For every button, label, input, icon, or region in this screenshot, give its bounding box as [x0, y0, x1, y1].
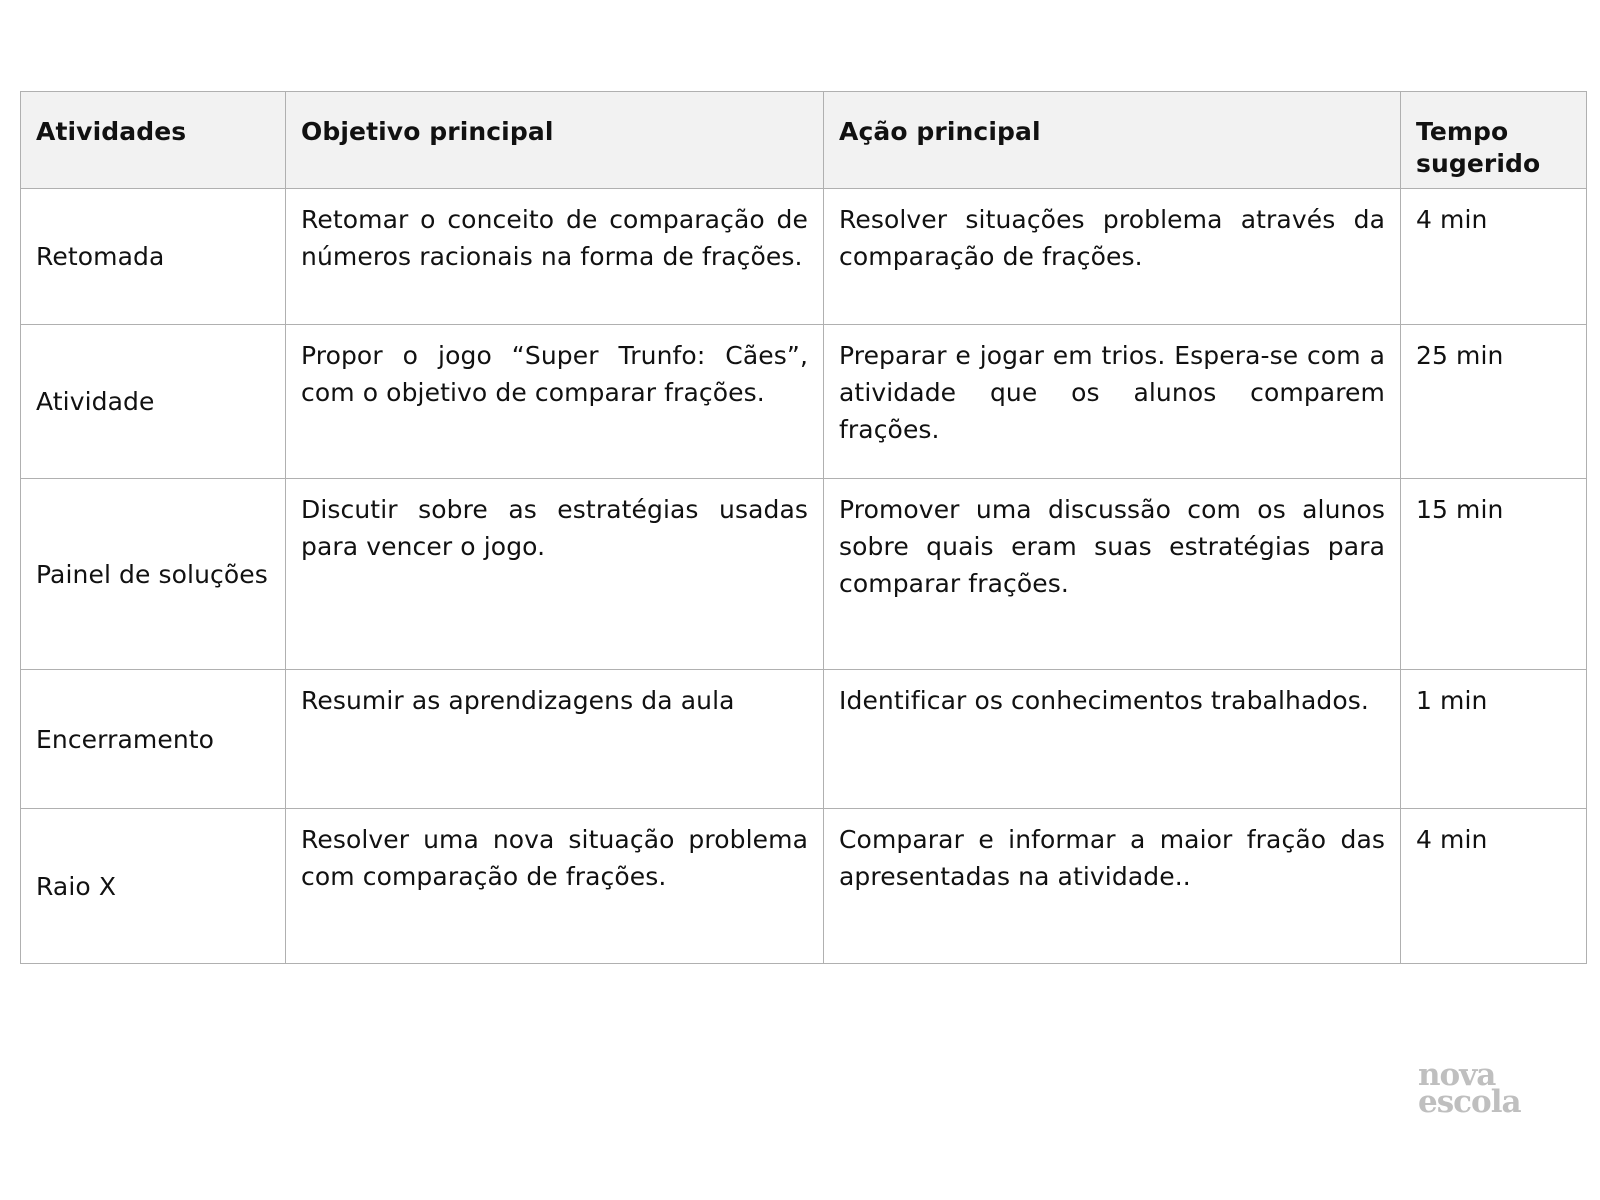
logo-line-2: escola: [1418, 1084, 1521, 1120]
time-cell: 25 min: [1401, 325, 1587, 479]
action-cell: Identificar os conhecimentos trabalhados.: [824, 670, 1401, 809]
header-tempo-sugerido: Tempo sugerido: [1401, 92, 1587, 189]
action-cell: Preparar e jogar em trios. Espera-se com a atividade que os alunos comparem frações.: [824, 325, 1401, 479]
objective-cell: Resolver uma nova situação problema com comparação de frações.: [286, 809, 824, 964]
nova-escola-logo: [1418, 1057, 1538, 1120]
table-row: [21, 325, 1587, 479]
objective-cell: Resumir as aprendizagens da aula: [286, 670, 824, 809]
activity-cell: Retomada: [21, 189, 286, 325]
table-row: [21, 189, 1587, 325]
table-row: [21, 479, 1587, 670]
objective-cell: Discutir sobre as estratégias usadas para vencer o jogo.: [286, 479, 824, 670]
header-objetivo-principal: Objetivo principal: [286, 92, 824, 189]
action-cell: Comparar e informar a maior fração das apresentadas na atividade..: [824, 809, 1401, 964]
activity-cell: Encerramento: [21, 670, 286, 809]
time-cell: 4 min: [1401, 189, 1587, 325]
time-cell: 15 min: [1401, 479, 1587, 670]
action-cell: Resolver situações problema através da comparação de frações.: [824, 189, 1401, 325]
objective-cell: Propor o jogo “Super Trunfo: Cães”, com o objetivo de comparar frações.: [286, 325, 824, 479]
activity-cell: Atividade: [21, 325, 286, 479]
header-atividades: Atividades: [21, 92, 286, 189]
activity-cell: Raio X: [21, 809, 286, 964]
objective-cell: Retomar o conceito de comparação de números racionais na forma de frações.: [286, 189, 824, 325]
time-cell: 1 min: [1401, 670, 1587, 809]
lesson-plan-table: [20, 91, 1587, 964]
header-acao-principal: Ação principal: [824, 92, 1401, 189]
table-row: [21, 670, 1587, 809]
activity-cell: Painel de soluções: [21, 479, 286, 670]
action-cell: Promover uma discussão com os alunos sobre quais eram suas estratégias para comparar frações.: [824, 479, 1401, 670]
time-cell: 4 min: [1401, 809, 1587, 964]
header-row: [21, 92, 1587, 189]
table-row: [21, 809, 1587, 964]
logo-line-1: nova: [1418, 1057, 1496, 1093]
